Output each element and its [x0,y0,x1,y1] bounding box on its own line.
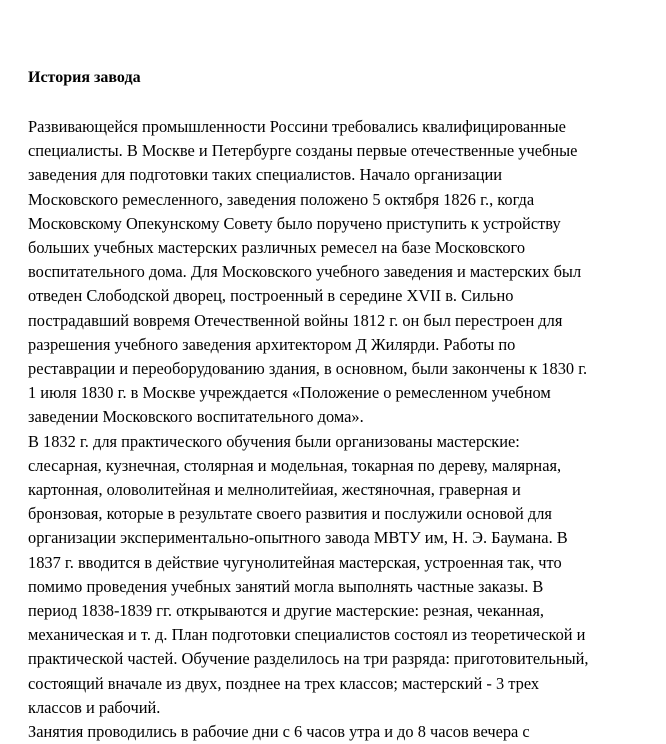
text-line: больших учебных мастерских различных ремесел на базе Московского [28,238,526,258]
text-line: механическая и т. д. План подготовки специалистов состоял из теоретической и [28,625,586,645]
paragraph-2 [28,430,660,720]
text-line: 1 июля 1830 г. в Москве учреждается «Положение о ремесленном учебном [28,383,551,403]
text-line: Занятия проводились в рабочие дни с 6 часов утра и до 8 часов вечера с [28,722,530,742]
text-line: отведен Слободской дворец, построенный в середине XVII в. Сильно [28,286,514,306]
text-line: слесарная, кузнечная, столярная и модельная, токарная по дереву, малярная, [28,455,562,475]
text-line: Московского ремесленного, заведения положено 5 октября 1826 г., когда [28,189,535,209]
document-title: История завода [28,69,141,86]
text-line: специалисты. В Москве и Петербурге созданы первые отечественные учебные [28,141,578,161]
text-line: практической частей. Обучение разделилось на три разряда: приготовительный, [28,649,589,669]
text-line: бронзовая, которые в результате своего развития и послужили основой для [28,504,552,524]
text-line: Московскому Опекунскому Совету было поручено приступить к устройству [28,213,561,233]
document-page [28,67,660,744]
text-line: заведения для подготовки таких специалистов. Начало организации [28,165,503,185]
text-line: реставрации и переоборудованию здания, в основном, были закончены к 1830 г. [28,359,588,379]
text-line: Развивающейся промышленности Россини требовались квалифицированные [28,117,566,136]
text-line: организации экспериментально-опытного завода МВТУ им, Н. Э. Баумана. В [28,528,568,548]
text-line: воспитательного дома. Для Московского учебного заведения и мастерских был [28,262,582,282]
paragraph-1 [28,115,660,430]
text-line: В 1832 г. для практического обучения были организованы мастерские: [28,431,520,451]
text-line: 1837 г. вводится в действие чугунолитейная мастерская, устроенная так, что [28,552,562,572]
text-line: период 1838-1839 гг. открываются и другие мастерские: резная, чеканная, [28,601,545,621]
text-line: заведении Московского воспитательного дома». [28,407,364,427]
text-line: состоящий вначале из двух, позднее на трех классов; мастерский - 3 трех [28,673,540,693]
text-line: классов и рабочий. [28,697,161,717]
text-line: картонная, оловолитейная и мелнолитейиая, жестяночная, граверная и [28,480,521,500]
text-line: пострадавший вовремя Отечественной войны 1812 г. он был перестроен для [28,310,563,330]
text-line: разрешения учебного заведения архитектором Д Жилярди. Работы по [28,334,516,354]
text-line: помимо проведения учебных занятий могла выполнять частные заказы. В [28,576,544,596]
paragraph-3 [28,720,660,744]
